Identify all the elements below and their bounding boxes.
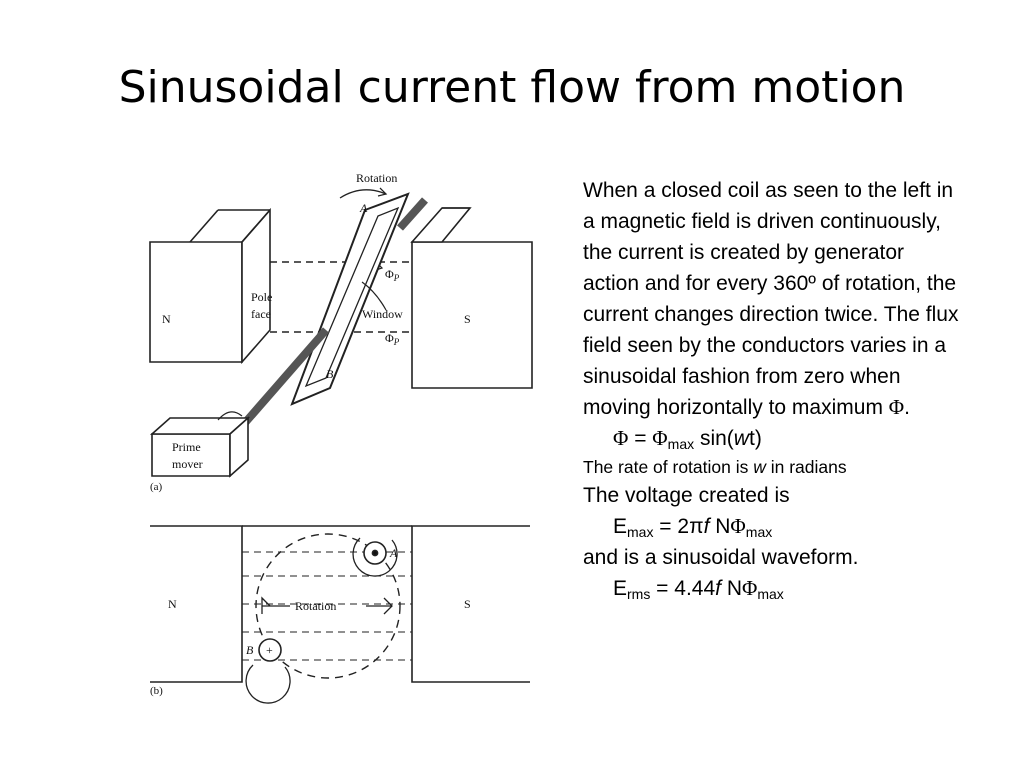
prime-mover-line2: mover <box>172 457 203 471</box>
north-pole-block <box>150 242 242 362</box>
explanation-text <box>583 175 963 604</box>
rotation-label-b: Rotation <box>295 599 337 613</box>
flux-label-top: $\Phi_P$ <box>385 267 400 283</box>
intro-paragraph: When a closed coil as seen to the left in a magnetic field is driven continuously, the current is created by generator action and for every 360º of rotation, the current changes direction twice. The flux field seen by the conductors varies in a sinusoidal fashion from zero when moving horizontally to maximum Φ. <box>583 179 959 419</box>
south-label-b: S <box>464 597 471 611</box>
flux-equation: $\Phi = \Phi_{max}$ sin(wt) <box>613 426 762 452</box>
coil-side-b-label: B <box>326 367 334 381</box>
emax-equation: $E_{max} = 2\pi f$ $N\Phi_{max}$ <box>613 514 773 540</box>
waveform-note: and is a sinusoidal waveform. <box>583 546 859 569</box>
slide-title: Sinusoidal current flow from motion <box>118 62 906 113</box>
voltage-intro: The voltage created is <box>583 484 790 507</box>
south-label-a: S <box>464 312 471 326</box>
south-pole-b <box>412 526 530 682</box>
figure-b-labels <box>150 546 471 697</box>
pole-face-line2: face <box>251 307 271 321</box>
generator-diagram <box>130 160 540 720</box>
flux-label-bottom: $\Phi_P$ <box>385 331 400 347</box>
rate-note: The rate of rotation is w in radians <box>583 457 847 477</box>
window-label: Window <box>362 307 403 321</box>
pole-face-line1: Pole <box>251 290 273 304</box>
prime-mover-line1: Prime <box>172 440 201 454</box>
figure-a <box>150 188 532 476</box>
coil-a-label: A <box>390 546 398 560</box>
south-pole-block <box>412 242 532 388</box>
north-label-b: N <box>168 597 177 611</box>
caption-a: (a) <box>150 481 163 493</box>
erms-equation: $E_{rms} = 4.44f$ $N\Phi_{max}$ <box>613 576 784 602</box>
north-pole-b <box>150 526 242 682</box>
rotation-label-a: Rotation <box>356 171 398 185</box>
coil-b-label: B <box>246 643 254 657</box>
north-label-a: N <box>162 312 171 326</box>
plus-sign: + <box>266 643 273 657</box>
generator-figure <box>130 160 540 720</box>
caption-b: (b) <box>150 685 163 697</box>
coil-side-a-label: A <box>360 201 368 215</box>
figure-b <box>150 526 530 703</box>
